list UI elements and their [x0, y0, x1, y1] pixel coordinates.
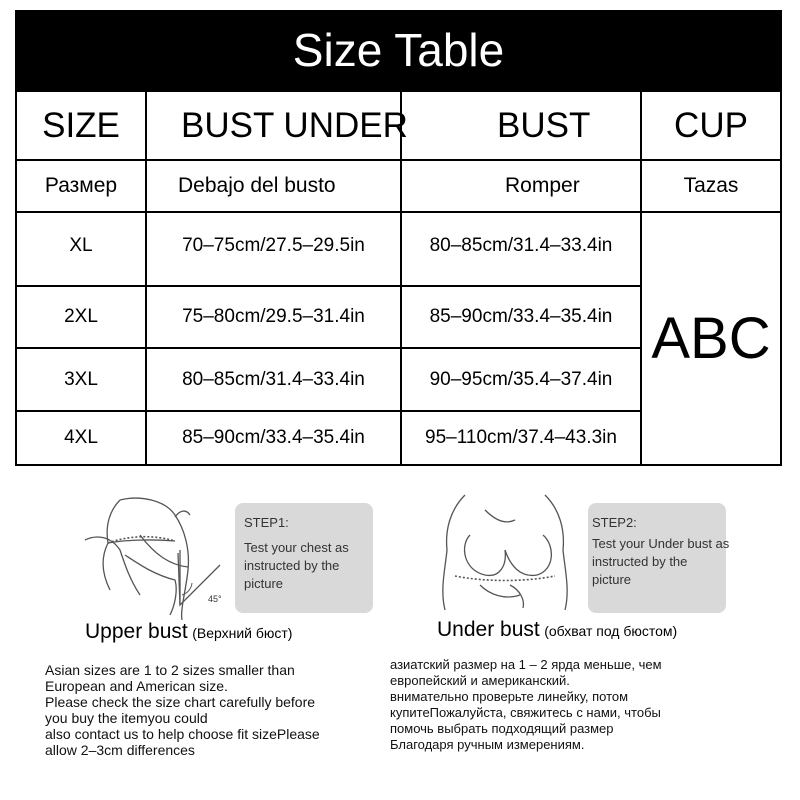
size-table [15, 90, 782, 466]
table-row-size: 2XL [64, 306, 98, 327]
note-line: купитеПожалуйста, свяжитесь с нами, чтобы [390, 705, 661, 720]
note-line: помочь выбрать подходящий размер [390, 721, 614, 736]
table-row-bust: 95–110cm/37.4–43.3in [425, 427, 617, 448]
table-row-size: 3XL [64, 368, 98, 390]
table-row-bust: 85–90cm/33.4–35.4in [429, 306, 613, 327]
table-row-bust-under: 70–75cm/27.5–29.5in [182, 235, 365, 256]
note-line: азиатский размер на 1 – 2 ярда меньше, чем [390, 657, 662, 672]
step2-text: Test your Under bust as instructed by the picture [592, 536, 730, 587]
note-line: European and American size. [45, 678, 228, 694]
note-line: европейский и американский. [390, 673, 570, 688]
table-row-bust-under: 75–80cm/29.5–31.4in [182, 306, 365, 327]
header-bust-under: BUST UNDER [181, 105, 408, 145]
step1-title: STEP1: [244, 515, 289, 530]
table-row-bust: 90–95cm/35.4–37.4in [429, 368, 613, 390]
header-size: SIZE [42, 105, 120, 145]
subheader-bust-under: Debajo del busto [178, 174, 336, 197]
table-row-bust-under: 85–90cm/33.4–35.4in [182, 427, 365, 448]
under-bust-illustration [425, 490, 585, 615]
upper-bust-caption [85, 620, 292, 644]
table-row-bust: 80–85cm/31.4–33.4in [429, 235, 613, 256]
note-line: allow 2–3cm differences [45, 742, 195, 758]
note-line: Please check the size chart carefully before [45, 694, 316, 710]
header-bust: BUST [497, 105, 591, 145]
upper-bust-label-ru: (Верхний бюст) [192, 625, 293, 641]
table-row-bust-under: 80–85cm/31.4–33.4in [182, 368, 365, 390]
size-table-title: Size Table [15, 10, 782, 90]
angle-label: 45° [208, 594, 222, 604]
note-line: also contact us to help choose fit sizePlease [45, 726, 320, 742]
subheader-cup: Tazas [683, 174, 739, 197]
subheader-bust: Romper [505, 174, 580, 197]
under-bust-label-ru: (обхват под бюстом) [544, 623, 678, 639]
note-line: внимательно проверьте линейку, потом [390, 689, 629, 704]
notes-english [45, 662, 320, 758]
notes-russian [390, 657, 662, 753]
table-row-size: 4XL [64, 427, 98, 448]
under-bust-label: Under bust [437, 618, 540, 641]
cup-value: ABC [651, 306, 771, 371]
note-line: you buy the itemyou could [45, 710, 208, 726]
table-row-size: XL [69, 235, 93, 256]
under-bust-caption [437, 618, 677, 642]
subheader-size: Размер [44, 174, 118, 197]
upper-bust-label: Upper bust [85, 620, 188, 643]
note-line: Asian sizes are 1 to 2 sizes smaller than [45, 662, 295, 678]
header-cup: CUP [674, 105, 748, 145]
note-line: Благодаря ручным измерениям. [390, 737, 585, 752]
step2-title: STEP2: [592, 515, 637, 530]
step1-text: Test your chest as instructed by the picture [244, 540, 349, 591]
